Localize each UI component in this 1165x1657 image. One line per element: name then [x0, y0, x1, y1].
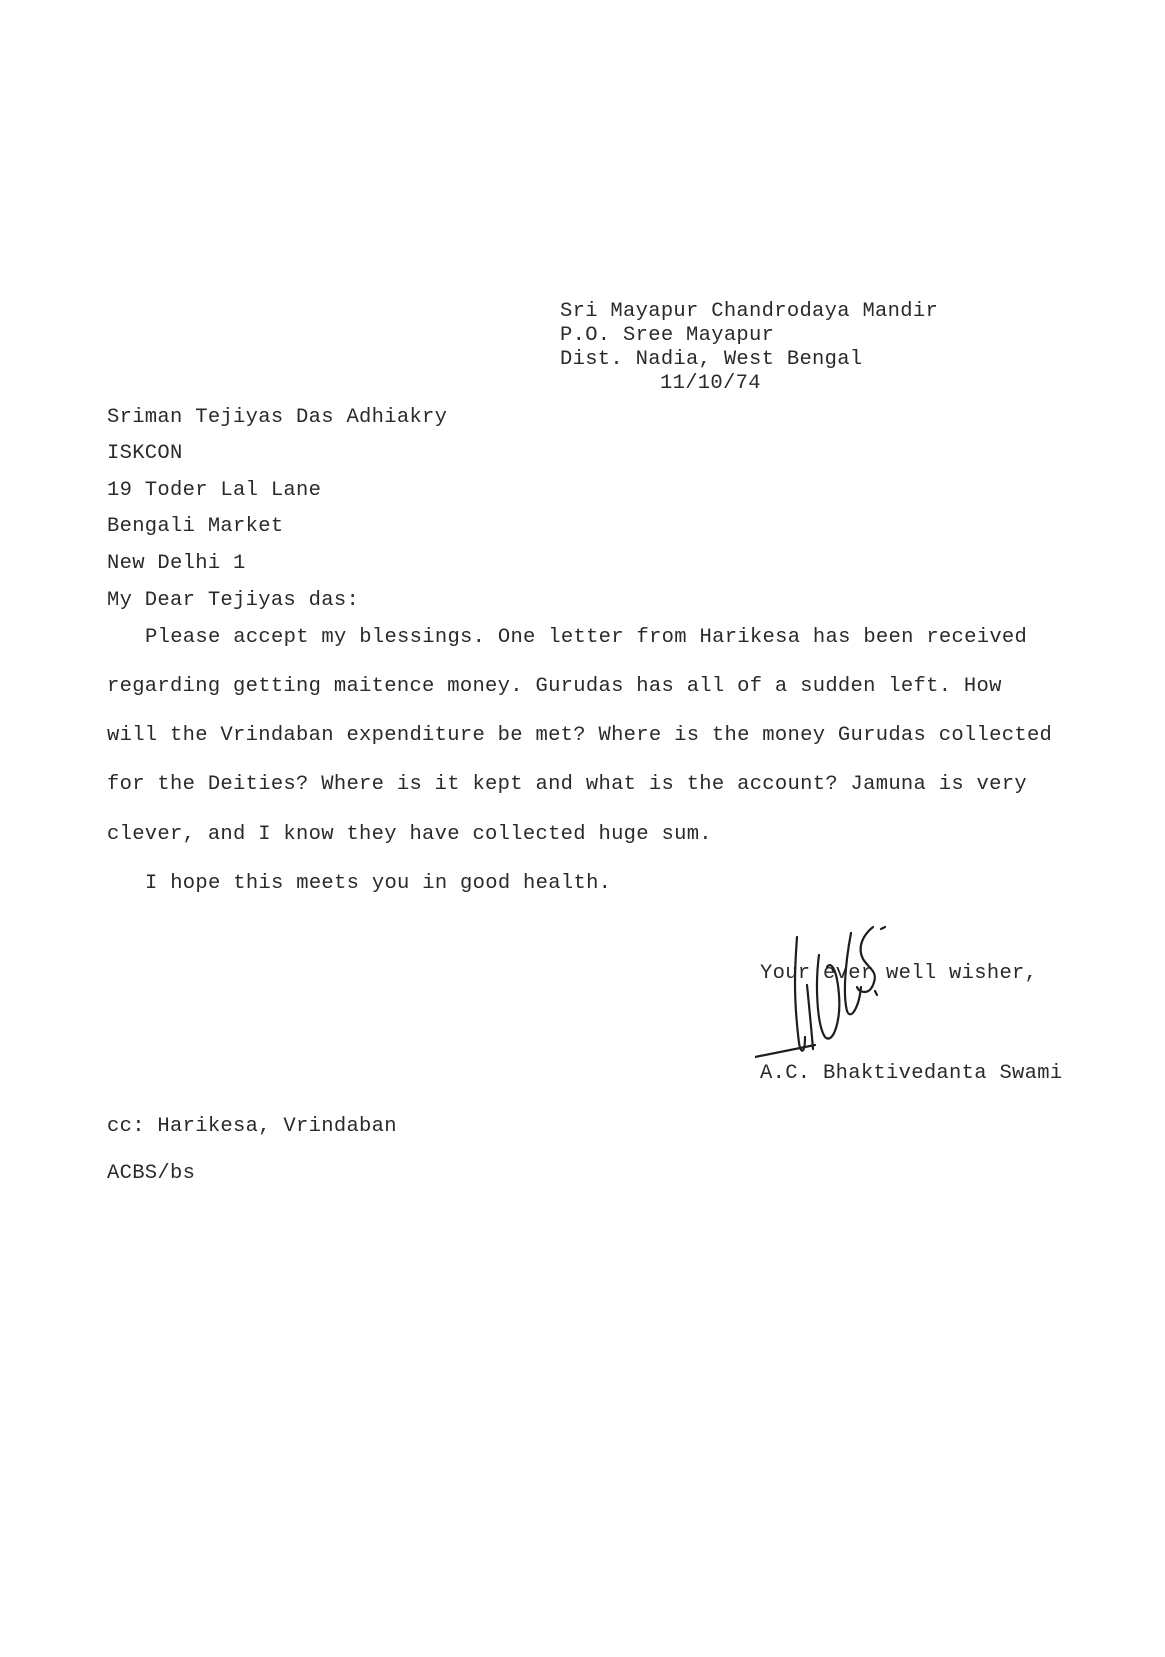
signature-stroke-1 [795, 937, 805, 1051]
letter-date: 11/10/74 [660, 372, 761, 395]
signature-stroke-3 [817, 955, 839, 1039]
cc-line: cc: Harikesa, Vrindaban [107, 1115, 397, 1138]
signature-stroke-4 [845, 933, 861, 1014]
body-line-1: Please accept my blessings. One letter from Harikesa has been received [145, 626, 1028, 649]
signature-underline [755, 1045, 815, 1063]
sender-line-2: P.O. Sree Mayapur [560, 324, 775, 347]
signature-stroke-5 [857, 927, 875, 992]
body-line-5: clever, and I know they have collected huge sum. [107, 823, 712, 846]
salutation: My Dear Tejiyas das: [107, 589, 360, 612]
recipient-area: Bengali Market [107, 515, 284, 538]
body-line-3: will the Vrindaban expenditure be met? Where is the money Gurudas collected [107, 724, 1053, 747]
reference-initials: ACBS/bs [107, 1162, 196, 1185]
handwritten-signature [755, 925, 935, 1095]
signature-stroke-6 [881, 927, 885, 929]
recipient-org: ISKCON [107, 442, 183, 465]
recipient-name: Sriman Tejiyas Das Adhiakry [107, 406, 448, 429]
recipient-street: 19 Toder Lal Lane [107, 479, 322, 502]
body-paragraph-2: I hope this meets you in good health. [145, 872, 612, 895]
sender-line-3: Dist. Nadia, West Bengal [560, 348, 863, 371]
valediction: Your ever well wisher, [760, 962, 1038, 985]
signer-name: A.C. Bhaktivedanta Swami [760, 1062, 1063, 1085]
signature-stroke-2 [807, 985, 813, 1049]
recipient-city: New Delhi 1 [107, 552, 246, 575]
body-line-4: for the Deities? Where is it kept and what is the account? Jamuna is very [107, 773, 1027, 796]
body-line-2: regarding getting maitence money. Gurudas has all of a sudden left. How [107, 675, 1002, 698]
sender-line-1: Sri Mayapur Chandrodaya Mandir [560, 300, 939, 323]
signature-stroke-7 [875, 991, 877, 995]
